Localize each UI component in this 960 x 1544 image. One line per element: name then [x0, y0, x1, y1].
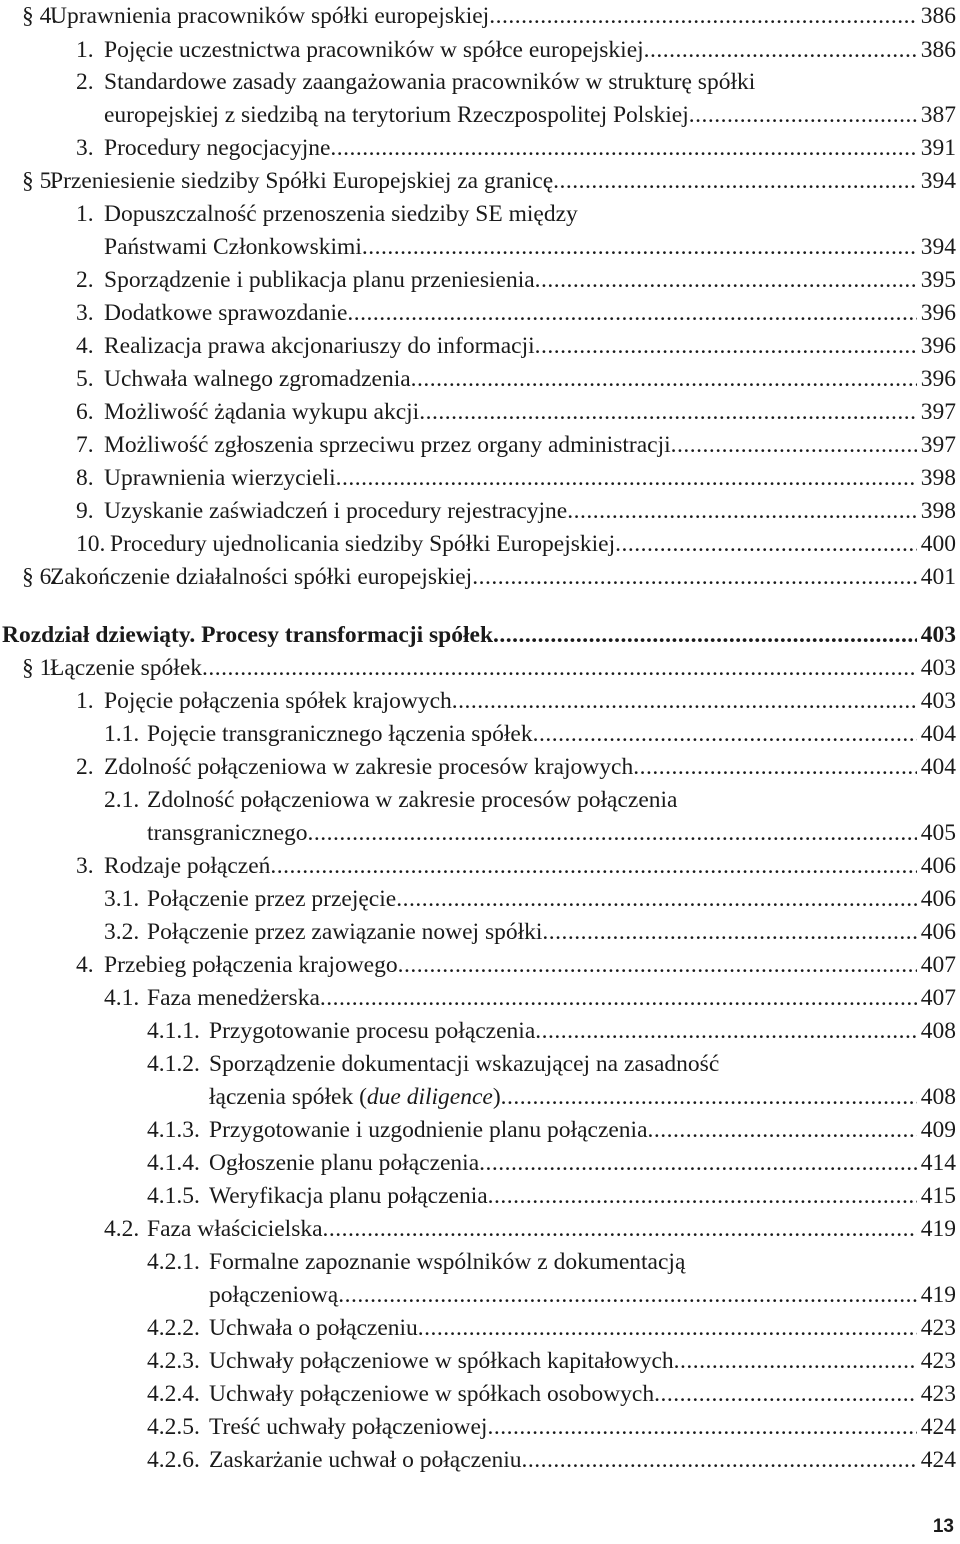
toc-entry-number: 1.1. — [104, 721, 140, 747]
toc-entry-title: Przygotowanie procesu połączenia — [209, 1018, 536, 1044]
toc-entry-number: 6. — [76, 399, 94, 425]
toc-entry-title: Możliwość żądania wykupu akcji — [104, 399, 420, 425]
toc-entry-title: Realizacja prawa akcjonariuszy do informacji — [104, 333, 535, 359]
toc-entry[interactable] — [104, 231, 956, 264]
dot-leader — [489, 3, 917, 29]
toc-entry-title: Faza właścicielska — [147, 1216, 323, 1242]
toc-entry-title: Zakończenie działalności spółki europejskiej — [50, 564, 473, 590]
toc-entry[interactable] — [2, 619, 956, 652]
toc-entry-title: Uchwały połączeniowe w spółkach kapitałowych — [209, 1348, 674, 1374]
toc-entry-page: 405 — [920, 820, 956, 846]
toc-entry-title: Przygotowanie i uzgodnienie planu połączenia — [209, 1117, 648, 1143]
toc-entry-title: Połączenie przez przejęcie — [147, 886, 397, 912]
toc-entry-page: 409 — [920, 1117, 956, 1143]
toc-entry[interactable] — [110, 528, 956, 561]
toc-entry-title: połączeniową — [209, 1282, 339, 1308]
toc-entry[interactable] — [209, 1147, 956, 1180]
toc-entry-number: 3. — [76, 135, 94, 161]
toc-entry[interactable] — [104, 297, 956, 330]
toc-entry-title: Uchwały połączeniowe w spółkach osobowych — [209, 1381, 655, 1407]
dot-leader — [654, 1381, 917, 1407]
toc-entry-page: 406 — [920, 886, 956, 912]
toc-entry[interactable] — [104, 495, 956, 528]
toc-entry-number: 4.1.2. — [147, 1051, 200, 1077]
toc-entry-page: 404 — [920, 721, 956, 747]
toc-entry-page: 423 — [920, 1315, 956, 1341]
toc-entry-page: 419 — [920, 1216, 956, 1242]
dot-leader — [472, 564, 917, 590]
dot-leader — [644, 37, 917, 63]
dot-leader — [396, 886, 917, 912]
toc-entry[interactable] — [104, 132, 956, 165]
toc-entry-page: 394 — [920, 234, 956, 260]
dot-leader — [323, 1216, 917, 1242]
toc-entry-title: Możliwość zgłoszenia sprzeciwu przez organy administracji — [104, 432, 671, 458]
toc-entry[interactable] — [209, 1378, 956, 1411]
toc-entry[interactable] — [50, 561, 956, 594]
toc-entry[interactable] — [104, 363, 956, 396]
toc-entry[interactable] — [147, 817, 956, 850]
toc-entry-title: Zdolność połączeniowa w zakresie procesów krajowych — [104, 754, 634, 780]
toc-entry-title: Dodatkowe sprawozdanie — [104, 300, 348, 326]
toc-entry-number: § 1. — [22, 655, 58, 681]
dot-leader — [362, 234, 917, 260]
page-number: 13 — [932, 1516, 954, 1537]
toc-entry-page: 423 — [920, 1381, 956, 1407]
toc-entry[interactable] — [209, 1180, 956, 1213]
dot-leader — [347, 300, 916, 326]
toc-entry-number: 4.1. — [104, 985, 140, 1011]
toc-entry-number: 4. — [76, 952, 94, 978]
toc-entry-page: 404 — [920, 754, 956, 780]
toc-entry-title: Rozdział dziewiąty. Procesy transformacji spółek — [2, 622, 494, 648]
dot-leader — [567, 498, 917, 524]
toc-entry-title: Uchwała o połączeniu — [209, 1315, 418, 1341]
dot-leader — [501, 1084, 917, 1110]
toc-entry-number: 4.2.5. — [147, 1414, 200, 1440]
dot-leader — [535, 1018, 916, 1044]
toc-entry[interactable] — [147, 1213, 956, 1246]
toc-entry-title: Ogłoszenie planu połączenia — [209, 1150, 480, 1176]
dot-leader — [553, 168, 917, 194]
toc-entry[interactable] — [104, 34, 956, 67]
dot-leader — [398, 952, 917, 978]
toc-entry[interactable] — [209, 1312, 956, 1345]
dot-leader — [418, 1315, 917, 1341]
dot-leader — [270, 853, 916, 879]
toc-entry-title: Procedury ujednolicania siedziby Spółki Europejskiej — [110, 531, 616, 557]
toc-entry[interactable] — [104, 850, 956, 883]
toc-entry-page: 403 — [920, 622, 956, 648]
toc-entry-number: 8. — [76, 465, 94, 491]
toc-entry-number: 2. — [76, 754, 94, 780]
toc-entry-number: 4.2.4. — [147, 1381, 200, 1407]
toc-entry-number: § 6. — [22, 564, 58, 590]
toc-entry-number: 3.2. — [104, 919, 140, 945]
toc-entry-title: Łączenie spółek — [50, 655, 203, 681]
dot-leader — [674, 1348, 917, 1374]
dot-leader — [419, 399, 917, 425]
toc-entry-page: 401 — [920, 564, 956, 590]
toc-entry-page: 391 — [920, 135, 956, 161]
toc-entry[interactable] — [209, 1279, 956, 1312]
toc-entry-page: 396 — [920, 300, 956, 326]
dot-leader — [336, 465, 917, 491]
dot-leader — [479, 1150, 917, 1176]
toc-entry-title: Uprawnienia wierzycieli — [104, 465, 336, 491]
toc-entry-page: 406 — [920, 919, 956, 945]
toc-entry-number: 7. — [76, 432, 94, 458]
toc-entry-title: Pojęcie uczestnictwa pracowników w spółce europejskiej — [104, 37, 644, 63]
toc-entry[interactable] — [104, 685, 956, 718]
toc-entry-number: 4.1.4. — [147, 1150, 200, 1176]
toc-entry-title: Faza menedżerska — [147, 985, 320, 1011]
toc-entry-number: 2. — [76, 267, 94, 293]
toc-entry[interactable] — [209, 1081, 956, 1114]
toc-entry-page: 414 — [920, 1150, 956, 1176]
toc-entry[interactable] — [209, 1411, 956, 1444]
toc-entry-page: 397 — [920, 432, 956, 458]
toc-entry[interactable] — [147, 916, 956, 949]
dot-leader — [533, 721, 917, 747]
toc-entry[interactable] — [147, 883, 956, 916]
toc-entry-number: 1. — [76, 201, 94, 227]
toc-entry-number: 5. — [76, 366, 94, 392]
toc-entry-number: 4.1.1. — [147, 1018, 200, 1044]
toc-entry-title: europejskiej z siedzibą na terytorium Rzeczpospolitej Polskiej — [104, 102, 689, 128]
toc-entry-title: Procedury negocjacyjne — [104, 135, 331, 161]
dot-leader — [338, 1282, 917, 1308]
toc-entry-title-first-line: Sporządzenie dokumentacji wskazującej na zasadność — [209, 1051, 720, 1077]
toc-entry-title: łączenia spółek ( — [209, 1084, 367, 1110]
toc-entry-title: Zaskarżanie uchwał o połączeniu — [209, 1447, 522, 1473]
toc-entry-title: Przeniesienie siedziby Spółki Europejskiej za granicę — [50, 168, 554, 194]
toc-entry[interactable] — [209, 1444, 956, 1477]
toc-entry-number: 1. — [76, 37, 94, 63]
toc-entry[interactable] — [209, 1015, 956, 1048]
toc-entry-title-first-line: Dopuszczalność przenoszenia siedziby SE między — [104, 201, 578, 227]
toc-entry-page: 415 — [920, 1183, 956, 1209]
dot-leader — [411, 366, 917, 392]
dot-leader — [535, 333, 917, 359]
toc-entry-page: 408 — [920, 1018, 956, 1044]
toc-entry-page: 424 — [920, 1414, 956, 1440]
toc-entry-title: transgranicznego — [147, 820, 308, 846]
toc-entry-page: 396 — [920, 333, 956, 359]
toc-entry-number: 4.1.5. — [147, 1183, 200, 1209]
toc-entry-page: 406 — [920, 853, 956, 879]
dot-leader — [320, 985, 917, 1011]
toc-entry[interactable] — [50, 165, 956, 198]
toc-entry-page: 386 — [920, 3, 956, 29]
toc-entry-title: Pojęcie połączenia spółek krajowych — [104, 688, 452, 714]
toc-entry-title: Uzyskanie zaświadczeń i procedury rejestracyjne — [104, 498, 568, 524]
toc-entry-title: Połączenie przez zawiązanie nowej spółki — [147, 919, 543, 945]
toc-entry[interactable] — [209, 1114, 956, 1147]
dot-leader — [488, 1183, 917, 1209]
toc-entry-number: 3.1. — [104, 886, 140, 912]
toc-entry[interactable] — [104, 330, 956, 363]
toc-entry-title-first-line: Zdolność połączeniowa w zakresie procesów połączenia — [147, 787, 678, 813]
toc-entry-title-first-line: Standardowe zasady zaangażowania pracowników w strukturę spółki — [104, 69, 756, 95]
toc-entry-number: 3. — [76, 300, 94, 326]
toc-entry-page: 398 — [920, 465, 956, 491]
toc-entry-number: 3. — [76, 853, 94, 879]
dot-leader — [452, 688, 917, 714]
toc-entry-page: 386 — [920, 37, 956, 63]
toc-entry-number: 4. — [76, 333, 94, 359]
toc-entry-page: 407 — [920, 985, 956, 1011]
toc-entry-number: 4.2.6. — [147, 1447, 200, 1473]
toc-entry[interactable] — [147, 718, 956, 751]
toc-entry-page: 396 — [920, 366, 956, 392]
toc-entry-title: Pojęcie transgranicznego łączenia spółek — [147, 721, 533, 747]
dot-leader — [633, 754, 917, 780]
toc-entry-page: 398 — [920, 498, 956, 524]
toc-entry[interactable] — [104, 462, 956, 495]
toc-entry[interactable] — [104, 429, 956, 462]
toc-entry-number: § 4. — [22, 3, 58, 29]
toc-entry[interactable] — [209, 1345, 956, 1378]
toc-entry[interactable] — [104, 751, 956, 784]
dot-leader — [615, 531, 917, 557]
toc-entry-number: 4.2.1. — [147, 1249, 200, 1275]
toc-entry-page: 403 — [920, 655, 956, 681]
toc-entry-title: Treść uchwały połączeniowej — [209, 1414, 488, 1440]
dot-leader — [330, 135, 916, 161]
toc-entry-page: 395 — [920, 267, 956, 293]
toc-entry-number: 2.1. — [104, 787, 140, 813]
toc-entry[interactable] — [147, 982, 956, 1015]
dot-leader — [487, 1414, 916, 1440]
toc-entry-title: Sporządzenie i publikacja planu przeniesienia — [104, 267, 535, 293]
toc-entry[interactable] — [50, 0, 956, 33]
toc-entry[interactable] — [50, 652, 956, 685]
toc-entry-title: Uprawnienia pracowników spółki europejskiej — [50, 3, 490, 29]
toc-entry-title-first-line: Formalne zapoznanie wspólników z dokumentacją — [209, 1249, 686, 1275]
dot-leader — [202, 655, 917, 681]
toc-entry-page: 397 — [920, 399, 956, 425]
toc-entry-title: Uchwała walnego zgromadzenia — [104, 366, 411, 392]
dot-leader — [689, 102, 917, 128]
toc-entry-page: 424 — [920, 1447, 956, 1473]
toc-entry[interactable] — [104, 396, 956, 429]
toc-entry-number: 9. — [76, 498, 94, 524]
toc-entry-page: 387 — [920, 102, 956, 128]
toc-entry[interactable] — [104, 264, 956, 297]
toc-entry-page: 403 — [920, 688, 956, 714]
dot-leader — [648, 1117, 917, 1143]
toc-entry-number: § 5. — [22, 168, 58, 194]
toc-entry-title-end: ) — [492, 1084, 501, 1110]
toc-entry-number: 1. — [76, 688, 94, 714]
toc-entry-title-italic: due diligence — [366, 1084, 493, 1110]
dot-leader — [535, 267, 917, 293]
dot-leader — [542, 919, 916, 945]
toc-entry-number: 4.2.3. — [147, 1348, 200, 1374]
toc-entry-page: 394 — [920, 168, 956, 194]
toc-entry-page: 400 — [920, 531, 956, 557]
toc-entry-number: 4.2.2. — [147, 1315, 200, 1341]
toc-entry-page: 423 — [920, 1348, 956, 1374]
dot-leader — [671, 432, 917, 458]
toc-entry-title: Rodzaje połączeń — [104, 853, 271, 879]
toc-entry-number: 4.2. — [104, 1216, 140, 1242]
toc-entry[interactable] — [104, 99, 956, 132]
toc-entry-page: 419 — [920, 1282, 956, 1308]
toc-entry-title: Weryfikacja planu połączenia — [209, 1183, 488, 1209]
toc-entry-page: 407 — [920, 952, 956, 978]
toc-entry-number: 4.1.3. — [147, 1117, 200, 1143]
dot-leader — [308, 820, 917, 846]
dot-leader — [493, 622, 917, 648]
toc-entry-page: 408 — [920, 1084, 956, 1110]
dot-leader — [522, 1447, 917, 1473]
toc-entry-number: 10. — [76, 531, 106, 557]
toc-entry-title: Państwami Członkowskimi — [104, 234, 362, 260]
toc-entry[interactable] — [104, 949, 956, 982]
toc-entry-title: Przebieg połączenia krajowego — [104, 952, 398, 978]
toc-entry-number: 2. — [76, 69, 94, 95]
